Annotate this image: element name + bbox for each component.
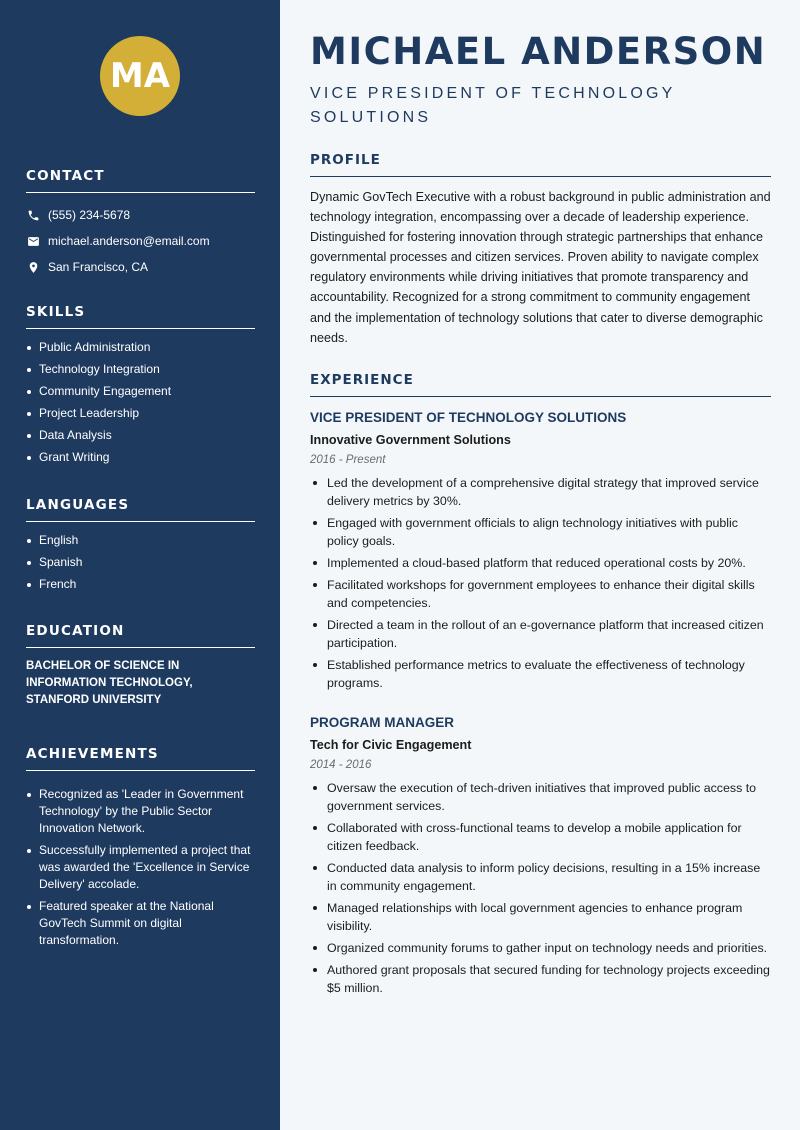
job-entry bbox=[310, 715, 771, 1001]
contact-location bbox=[26, 257, 255, 277]
job-bullet: Organized community forums to gather input on technology needs and priorities. bbox=[310, 939, 771, 957]
language-item: Spanish bbox=[26, 554, 255, 571]
achievement-item: Recognized as 'Leader in Government Technology' by the Public Sector Innovation Network. bbox=[26, 786, 255, 837]
achievement-item: Featured speaker at the National GovTech Summit on digital transformation. bbox=[26, 898, 255, 949]
phone-icon bbox=[26, 208, 40, 222]
job-bullet: Engaged with government officials to align technology initiatives with public policy goals. bbox=[310, 514, 771, 550]
job-bullet: Facilitated workshops for government employees to enhance their digital skills and competencies. bbox=[310, 576, 771, 612]
skill-item: Data Analysis bbox=[26, 427, 255, 444]
contact-email bbox=[26, 231, 255, 251]
skill-item: Project Leadership bbox=[26, 405, 255, 422]
achievements-section bbox=[26, 746, 255, 954]
location-pin-icon bbox=[26, 260, 40, 274]
languages-list bbox=[26, 532, 255, 593]
languages-section bbox=[26, 497, 255, 598]
profile-summary: Dynamic GovTech Executive with a robust background in public administration and technology integration, encompassing over a decade of leadership experience. Distinguished for fostering innovation through strategic partnerships that enhance governmental processes and citizen services. Proven ability to navigate complex regulatory environments while driving initiatives that promote transparency and accountability. Recognized for a strong commitment to community engagement and the implementation of technology solutions that cater to diverse demographic needs. bbox=[310, 190, 771, 345]
education-heading: EDUCATION bbox=[26, 623, 255, 648]
email-text: michael.anderson@email.com bbox=[48, 234, 210, 248]
phone-text: (555) 234-5678 bbox=[48, 208, 131, 222]
achievements-heading: ACHIEVEMENTS bbox=[26, 746, 255, 771]
job-title: PROGRAM MANAGER bbox=[310, 715, 454, 730]
job-company: Innovative Government Solutions bbox=[310, 433, 511, 447]
achievements-list bbox=[26, 786, 255, 949]
job-bullet: Authored grant proposals that secured funding for technology projects exceeding $5 million. bbox=[310, 961, 771, 997]
skill-item: Grant Writing bbox=[26, 449, 255, 466]
job-company: Tech for Civic Engagement bbox=[310, 738, 472, 752]
job-bullet: Led the development of a comprehensive digital strategy that improved service delivery metrics by 30%. bbox=[310, 474, 771, 510]
contact-heading: CONTACT bbox=[26, 168, 255, 193]
candidate-name: MICHAEL ANDERSON bbox=[310, 30, 767, 73]
skill-item: Community Engagement bbox=[26, 383, 255, 400]
skill-item: Technology Integration bbox=[26, 361, 255, 378]
skills-list bbox=[26, 339, 255, 466]
language-item: English bbox=[26, 532, 255, 549]
email-icon bbox=[26, 234, 40, 248]
job-bullet: Established performance metrics to evaluate the effectiveness of technology programs. bbox=[310, 656, 771, 692]
contact-section bbox=[26, 168, 255, 277]
sidebar bbox=[0, 0, 280, 1130]
skill-item: Public Administration bbox=[26, 339, 255, 356]
job-bullet: Managed relationships with local government agencies to enhance program visibility. bbox=[310, 899, 771, 935]
job-bullets bbox=[310, 474, 771, 692]
skills-heading: SKILLS bbox=[26, 304, 255, 329]
job-bullet: Collaborated with cross-functional teams to develop a mobile application for citizen feedback. bbox=[310, 819, 771, 855]
contact-phone bbox=[26, 205, 255, 225]
job-bullet: Conducted data analysis to inform policy decisions, resulting in a 15% increase in community engagement. bbox=[310, 859, 771, 895]
job-bullet: Directed a team in the rollout of an e-governance platform that increased citizen participation. bbox=[310, 616, 771, 652]
experience-heading: EXPERIENCE bbox=[310, 372, 771, 397]
job-bullet: Implemented a cloud-based platform that reduced operational costs by 20%. bbox=[310, 554, 771, 572]
languages-heading: LANGUAGES bbox=[26, 497, 255, 522]
job-dates: 2014 - 2016 bbox=[310, 759, 372, 771]
job-bullet: Oversaw the execution of tech-driven initiatives that improved public access to government services. bbox=[310, 779, 771, 815]
job-dates: 2016 - Present bbox=[310, 454, 386, 466]
candidate-title: VICE PRESIDENT OF TECHNOLOGY SOLUTIONS bbox=[310, 85, 676, 126]
achievement-item: Successfully implemented a project that was awarded the 'Excellence in Service Delivery' accolade. bbox=[26, 842, 255, 893]
education-degree: BACHELOR OF SCIENCE IN INFORMATION TECHNOLOGY, STANFORD UNIVERSITY bbox=[26, 660, 193, 706]
language-item: French bbox=[26, 576, 255, 593]
job-bullets bbox=[310, 779, 771, 997]
profile-heading: PROFILE bbox=[310, 152, 771, 177]
avatar-initials: MA bbox=[100, 36, 180, 116]
job-entry bbox=[310, 410, 771, 696]
education-section bbox=[26, 623, 255, 709]
job-title: VICE PRESIDENT OF TECHNOLOGY SOLUTIONS bbox=[310, 410, 627, 425]
skills-section bbox=[26, 304, 255, 471]
location-text: San Francisco, CA bbox=[48, 260, 149, 274]
